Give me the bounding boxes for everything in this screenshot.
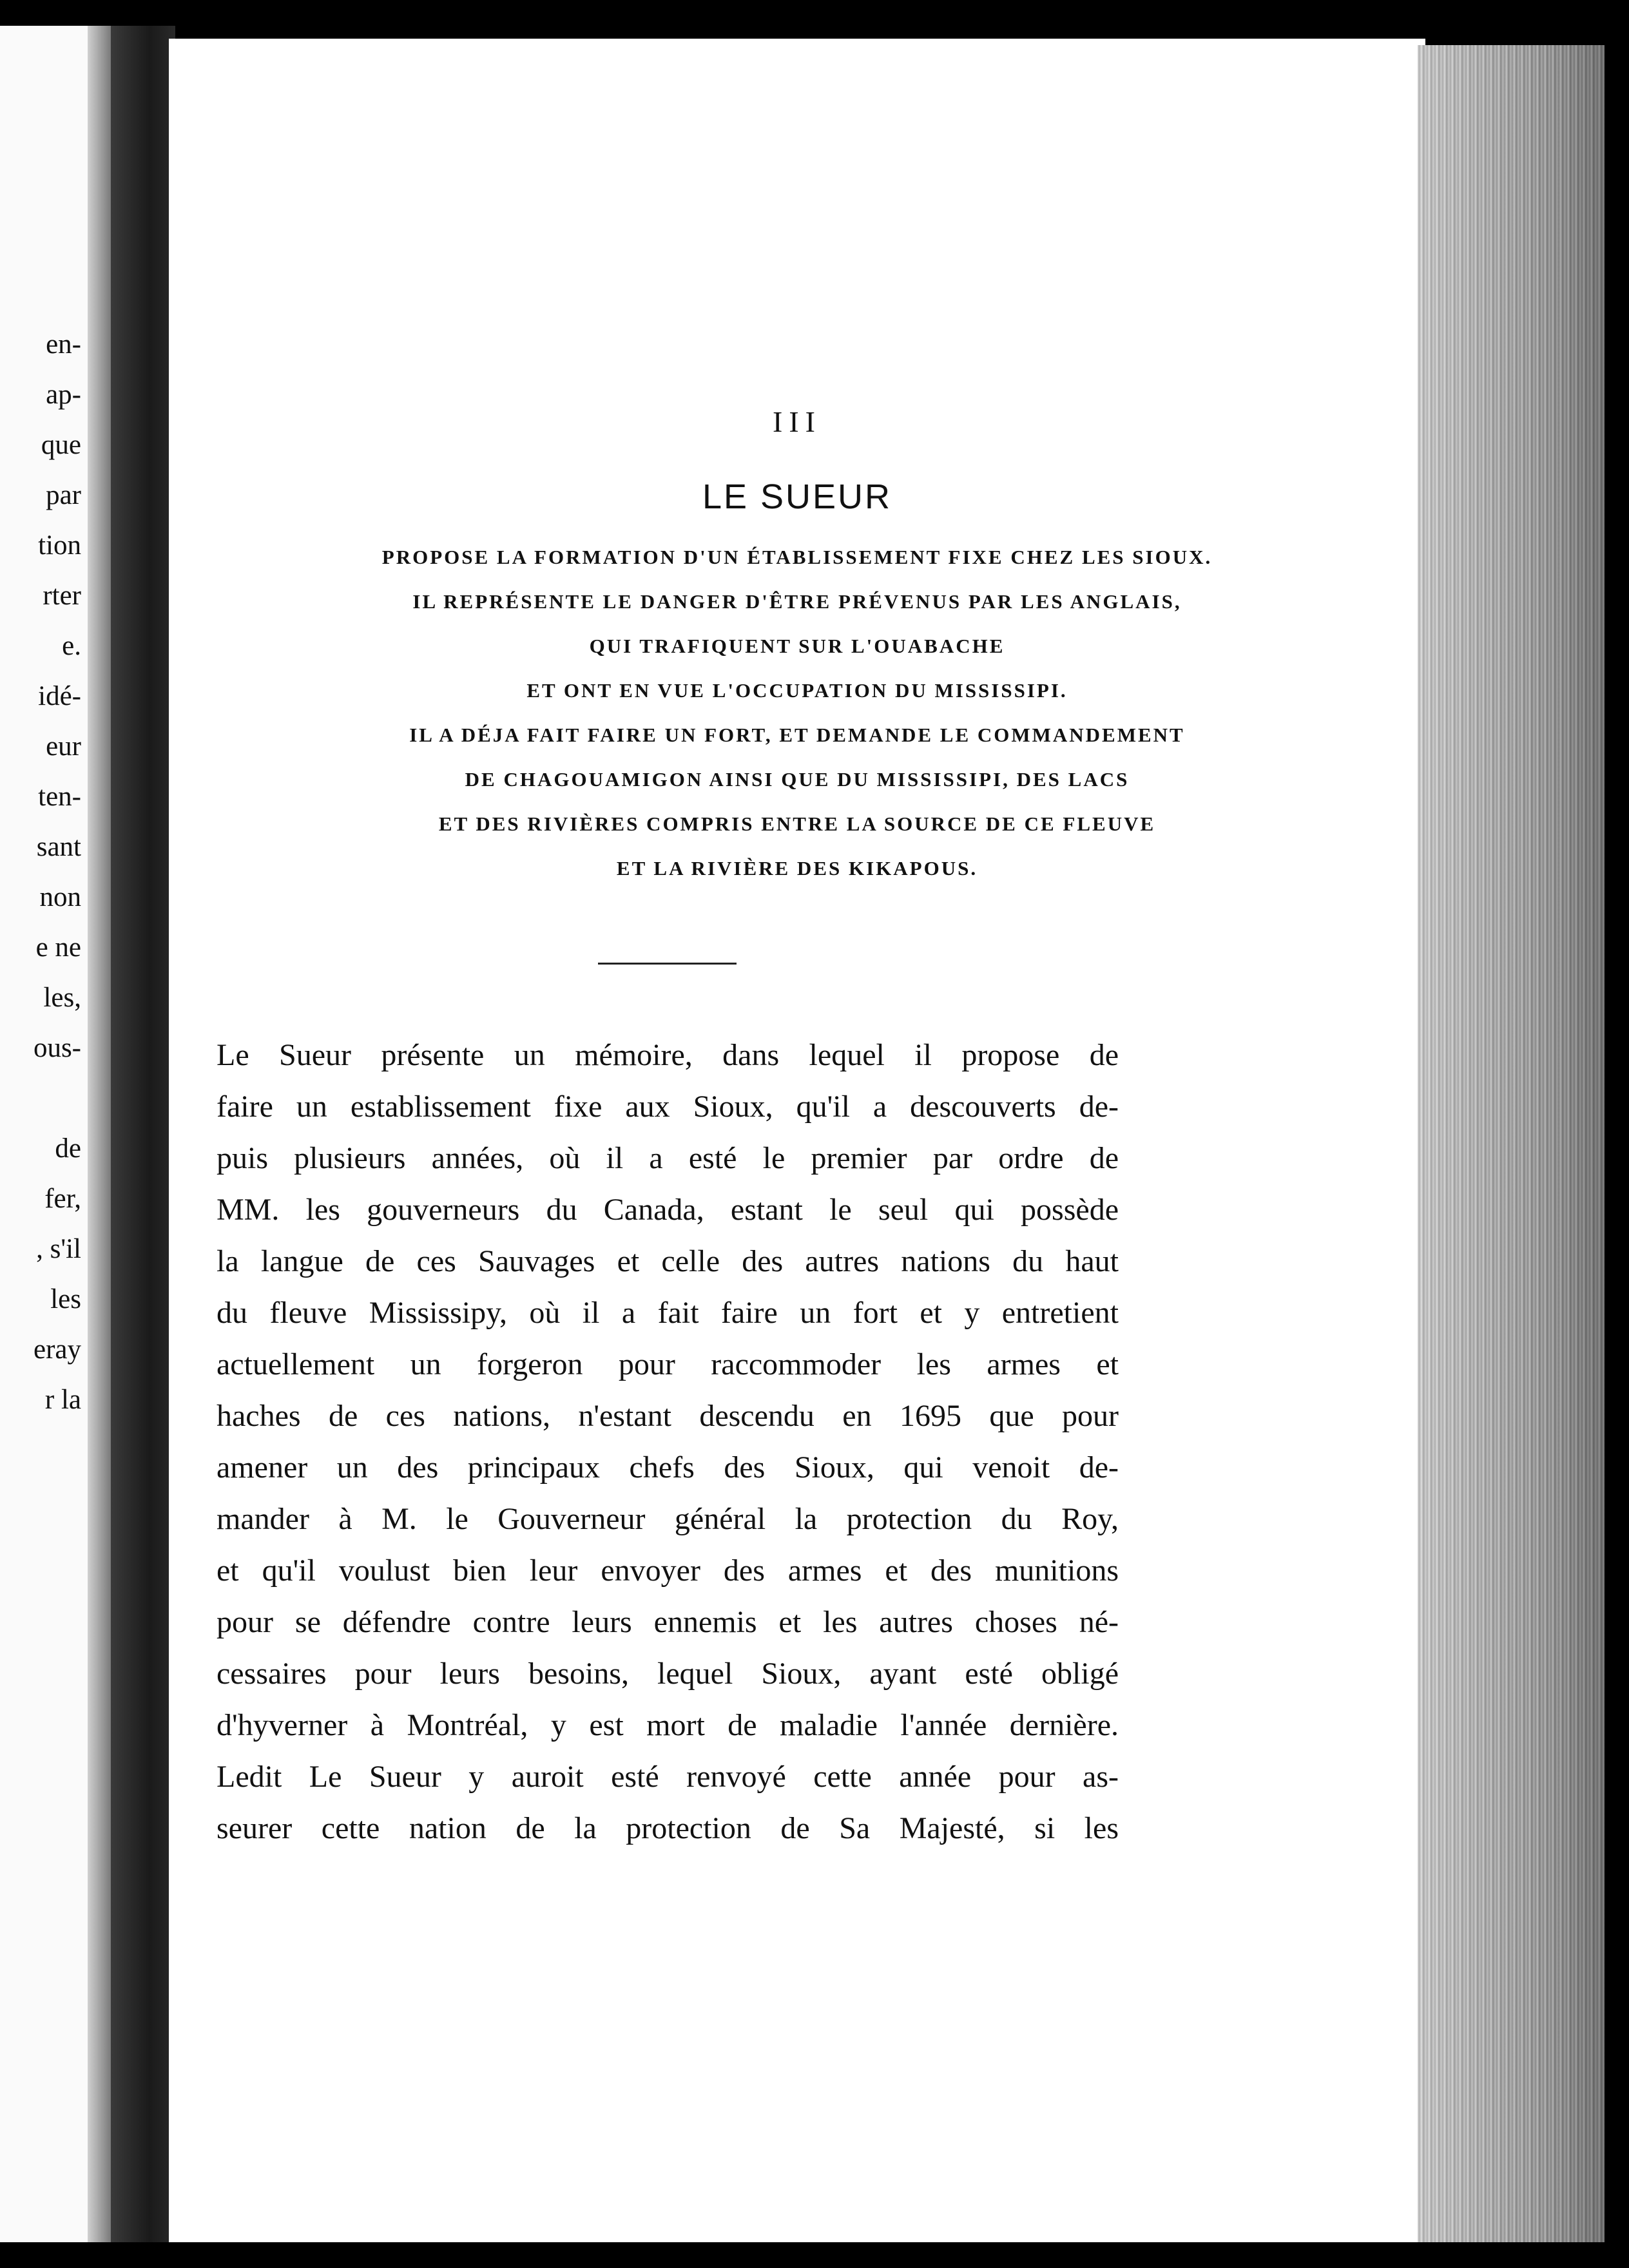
summary-line: ET ONT EN VUE L'OCCUPATION DU MISSISSIPI.	[526, 679, 1068, 702]
body-line: et qu'il voulust bien leur envoyer des armes et des munitions	[217, 1553, 1119, 1588]
left-line: par	[46, 480, 81, 510]
body-line: la langue de ces Sauvages et celle des autres nations du haut	[217, 1244, 1119, 1278]
book-gutter	[111, 26, 175, 2242]
left-line: ous-	[33, 1033, 81, 1063]
left-line: fer,	[44, 1184, 81, 1214]
left-page-gutter-shadow	[88, 26, 111, 2242]
left-line: ap-	[46, 380, 81, 410]
page-edges-shading	[1418, 45, 1605, 2242]
body-line: cessaires pour leurs besoins, lequel Sioux, ayant esté obligé	[217, 1657, 1119, 1691]
body-line: faire un establissement fixe aux Sioux, qu'il a descouverts de-	[217, 1090, 1119, 1124]
left-line: e.	[62, 631, 81, 661]
left-line: sant	[36, 832, 81, 862]
body-line: Le Sueur présente un mémoire, dans lequel il propose de	[217, 1038, 1119, 1072]
left-line: les,	[43, 983, 81, 1013]
summary-line: DE CHAGOUAMIGON AINSI QUE DU MISSISSIPI, DES LACS	[465, 768, 1130, 791]
body-line: puis plusieurs années, où il a esté le premier par ordre de	[217, 1141, 1119, 1175]
chapter-number: III	[773, 405, 822, 438]
page-edges-stack	[1418, 45, 1605, 2242]
body-line: mander à M. le Gouverneur général la protection du Roy,	[217, 1502, 1119, 1536]
summary-line: ET LA RIVIÈRE DES KIKAPOUS.	[616, 857, 978, 879]
body-line: haches de ces nations, n'estant descendu en 1695 que pour	[217, 1399, 1119, 1433]
summary-line: ET DES RIVIÈRES COMPRIS ENTRE LA SOURCE DE CE FLEUVE	[438, 812, 1156, 835]
left-line: eray	[34, 1334, 81, 1365]
left-line: de	[55, 1133, 81, 1164]
body-line: MM. les gouverneurs du Canada, estant le seul qui possède	[217, 1193, 1119, 1227]
summary-line: IL REPRÉSENTE LE DANGER D'ÊTRE PRÉVENUS PAR LES ANGLAIS,	[412, 590, 1182, 613]
left-line: que	[41, 430, 81, 460]
body-line: pour se défendre contre leurs ennemis et les autres choses né-	[217, 1605, 1119, 1639]
body-line: d'hyverner à Montréal, y est mort de maladie l'année dernière.	[217, 1708, 1119, 1742]
left-line: tion	[38, 530, 81, 561]
left-line: ten-	[38, 782, 81, 812]
summary-line: QUI TRAFIQUENT SUR L'OUABACHE	[589, 635, 1005, 657]
body-line: Ledit Le Sueur y auroit esté renvoyé cette année pour as-	[217, 1760, 1119, 1794]
left-line: eur	[46, 731, 81, 762]
left-line: les	[50, 1284, 81, 1314]
left-line: en-	[46, 329, 81, 360]
summary-line: IL A DÉJA FAIT FAIRE UN FORT, ET DEMANDE LE COMMANDEMENT	[409, 724, 1185, 746]
section-divider	[598, 963, 737, 965]
left-line: , s'il	[36, 1234, 81, 1264]
body-paragraph	[217, 1030, 1119, 1854]
body-line: du fleuve Mississipy, où il a fait faire un fort et y entretient	[217, 1296, 1119, 1330]
left-line: e ne	[35, 932, 81, 963]
chapter-summary	[169, 535, 1425, 890]
summary-line: PROPOSE LA FORMATION D'UN ÉTABLISSEMENT FIXE CHEZ LES SIOUX.	[381, 546, 1213, 568]
body-line: seurer cette nation de la protection de Sa Majesté, si les	[217, 1811, 1119, 1845]
left-line: r la	[44, 1385, 81, 1415]
left-line: idé-	[38, 681, 81, 711]
left-line: non	[39, 882, 81, 912]
body-line: actuellement un forgeron pour raccommoder les armes et	[217, 1347, 1119, 1381]
chapter-title: LE SUEUR	[702, 477, 892, 516]
body-line: amener un des principaux chefs des Sioux, qui venoit de-	[217, 1450, 1119, 1485]
left-line: rter	[43, 581, 81, 611]
previous-page	[0, 26, 111, 2242]
